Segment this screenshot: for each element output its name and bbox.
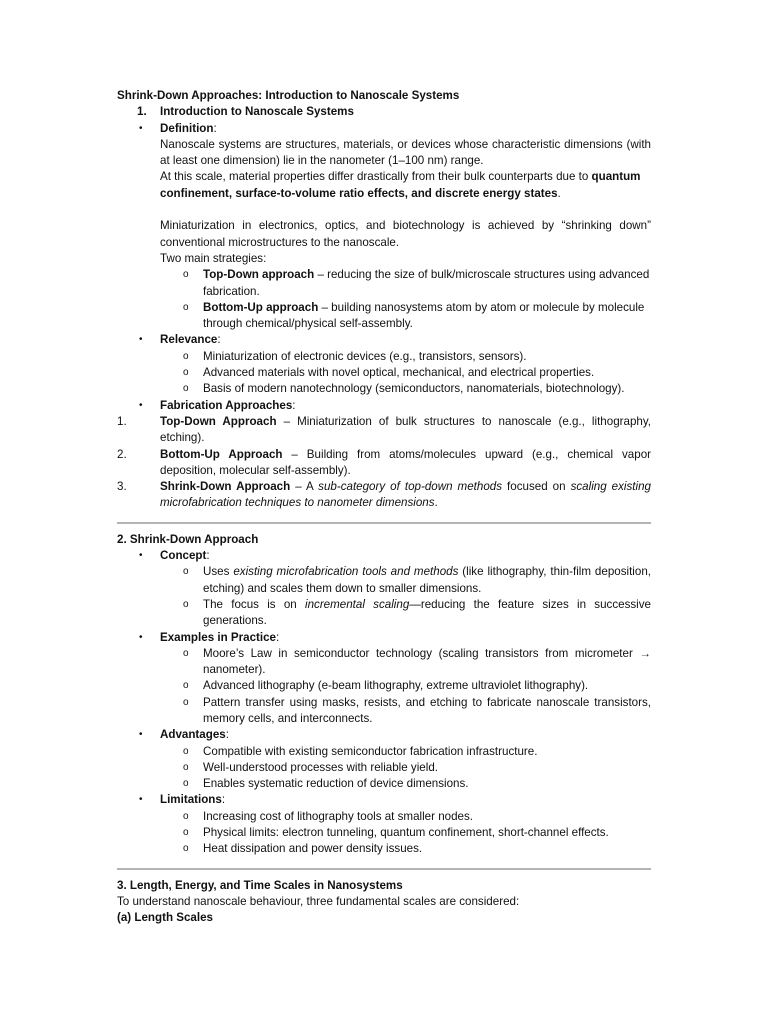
bullet-glyph: • [139,729,143,741]
definition-paragraph-1: Nanoscale systems are structures, materials, or devices whose characteristic dimensions (with at least one dimension) lie in the nanometer (1–100 nm) range. [160,137,651,168]
circle-bullet-glyph: o [183,350,189,362]
advantage-item: o Compatible with existing semiconductor fabrication infrastructure. [117,744,651,760]
relevance-item: o Advanced materials with novel optical, mechanical, and electrical properties. [117,365,651,381]
example-item: o Moore’s Law in semiconductor technology (scaling transistors from micrometer → nanometer). [183,646,651,677]
example-item: o Pattern transfer using masks, resists, and etching to fabricate nanoscale transistors, memory cells, and interconnects. [183,695,651,725]
length-scales-subheading: (a) Length Scales [117,911,213,925]
section-1-heading: 1. Introduction to Nanoscale Systems [137,105,354,119]
example-item: o Advanced lithography (e-beam lithography, extreme ultraviolet lithography). [117,678,651,694]
advantages-bullet: • Advantages: [117,727,651,743]
section-3-intro: To understand nanoscale behaviour, three fundamental scales are considered: [117,894,520,908]
bullet-glyph: • [139,631,143,643]
limitation-item: o Heat dissipation and power density issues. [117,841,651,857]
fabrication-label: Fabrication Approaches [160,398,293,412]
section-divider [117,522,651,524]
bullet-glyph: • [139,550,143,562]
definition-bullet: • Definition: [117,121,651,137]
document-header: Shrink-Down Approaches: Introduction to Nanoscale Systems [117,89,460,102]
circle-bullet-glyph: o [183,301,189,313]
circle-bullet-glyph: o [183,647,189,659]
relevance-item: o Basis of modern nanotechnology (semiconductors, nanomaterials, biotechnology). [117,381,651,397]
circle-bullet-glyph: o [183,810,189,822]
circle-bullet-glyph: o [183,598,189,610]
section-2-heading: 2. Shrink-Down Approach [117,532,259,546]
circle-bullet-glyph: o [183,383,189,395]
limitations-label: Limitations [160,793,222,807]
circle-bullet-glyph: o [183,367,189,379]
section-divider [117,868,651,870]
circle-bullet-glyph: o [183,827,189,839]
definition-paragraph-2: At this scale, material properties differ drastically from their bulk counterparts due to quantum confinement, surface-to-volume ratio effects, and discrete energy states. [160,170,641,200]
circle-bullet-glyph: o [183,745,189,757]
examples-label: Examples in Practice [160,630,276,644]
circle-bullet-glyph: o [183,680,189,692]
limitation-item: o Physical limits: electron tunneling, quantum confinement, short-channel effects. [117,825,651,841]
circle-bullet-glyph: o [183,778,189,790]
limitations-bullet: • Limitations: [117,792,651,808]
section-3-heading: 3. Length, Energy, and Time Scales in Nanosystems [117,878,403,892]
advantages-label: Advantages [160,728,226,742]
definition-paragraph-3: Miniaturization in electronics, optics, and biotechnology is achieved by “shrinking down” conventional microstructures to the nanoscale. [160,219,651,249]
relevance-label: Relevance [160,333,218,347]
concept-item: o The focus is on incremental scaling—reducing the feature sizes in successive generations. [183,597,651,628]
bullet-glyph: • [139,334,143,346]
bullet-glyph: • [139,122,143,134]
fabrication-bullet: • Fabrication Approaches: [117,398,651,414]
relevance-bullet: • Relevance: [117,332,651,348]
circle-bullet-glyph: o [183,696,189,708]
advantage-item: o Well-understood processes with reliable yield. [117,760,651,776]
concept-label: Concept [160,549,207,563]
relevance-item: o Miniaturization of electronic devices (e.g., transistors, sensors). [117,349,651,365]
limitation-item: o Increasing cost of lithography tools at smaller nodes. [117,809,651,825]
advantage-item: o Enables systematic reduction of device dimensions. [117,776,651,792]
bullet-glyph: • [139,794,143,806]
strategy-item: o Top-Down approach – reducing the size of bulk/microscale structures using advanced fabrication. [183,268,650,298]
bullet-glyph: • [139,399,143,411]
examples-bullet: • Examples in Practice: [117,630,651,646]
circle-bullet-glyph: o [183,761,189,773]
circle-bullet-glyph: o [183,843,189,855]
fabrication-item: 2. Bottom-Up Approach – Building from atoms/molecules upward (e.g., chemical vapor deposition, molecular self-assembly). [117,447,652,477]
circle-bullet-glyph: o [183,566,189,578]
strategy-item: o Bottom-Up approach – building nanosystems atom by atom or molecule by molecule through chemical/physical self-assembly. [183,300,645,331]
concept-item: o Uses existing microfabrication tools and methods (like lithography, thin-film deposition, etching) and scales them down to smaller dimensions. [183,565,652,595]
document-body [117,88,651,927]
fabrication-item: 3. Shrink-Down Approach – A sub-category of top-down methods focused on scaling existing microfabrication techniques to nanometer dimensions. [117,480,651,510]
circle-bullet-glyph: o [183,269,189,281]
concept-bullet: • Concept: [117,548,651,564]
definition-paragraph-4: Two main strategies: [160,251,267,265]
fabrication-item: 1. Top-Down Approach – Miniaturization of bulk structures to nanoscale (e.g., lithography, etching). [117,414,652,445]
definition-label: Definition [160,121,214,135]
